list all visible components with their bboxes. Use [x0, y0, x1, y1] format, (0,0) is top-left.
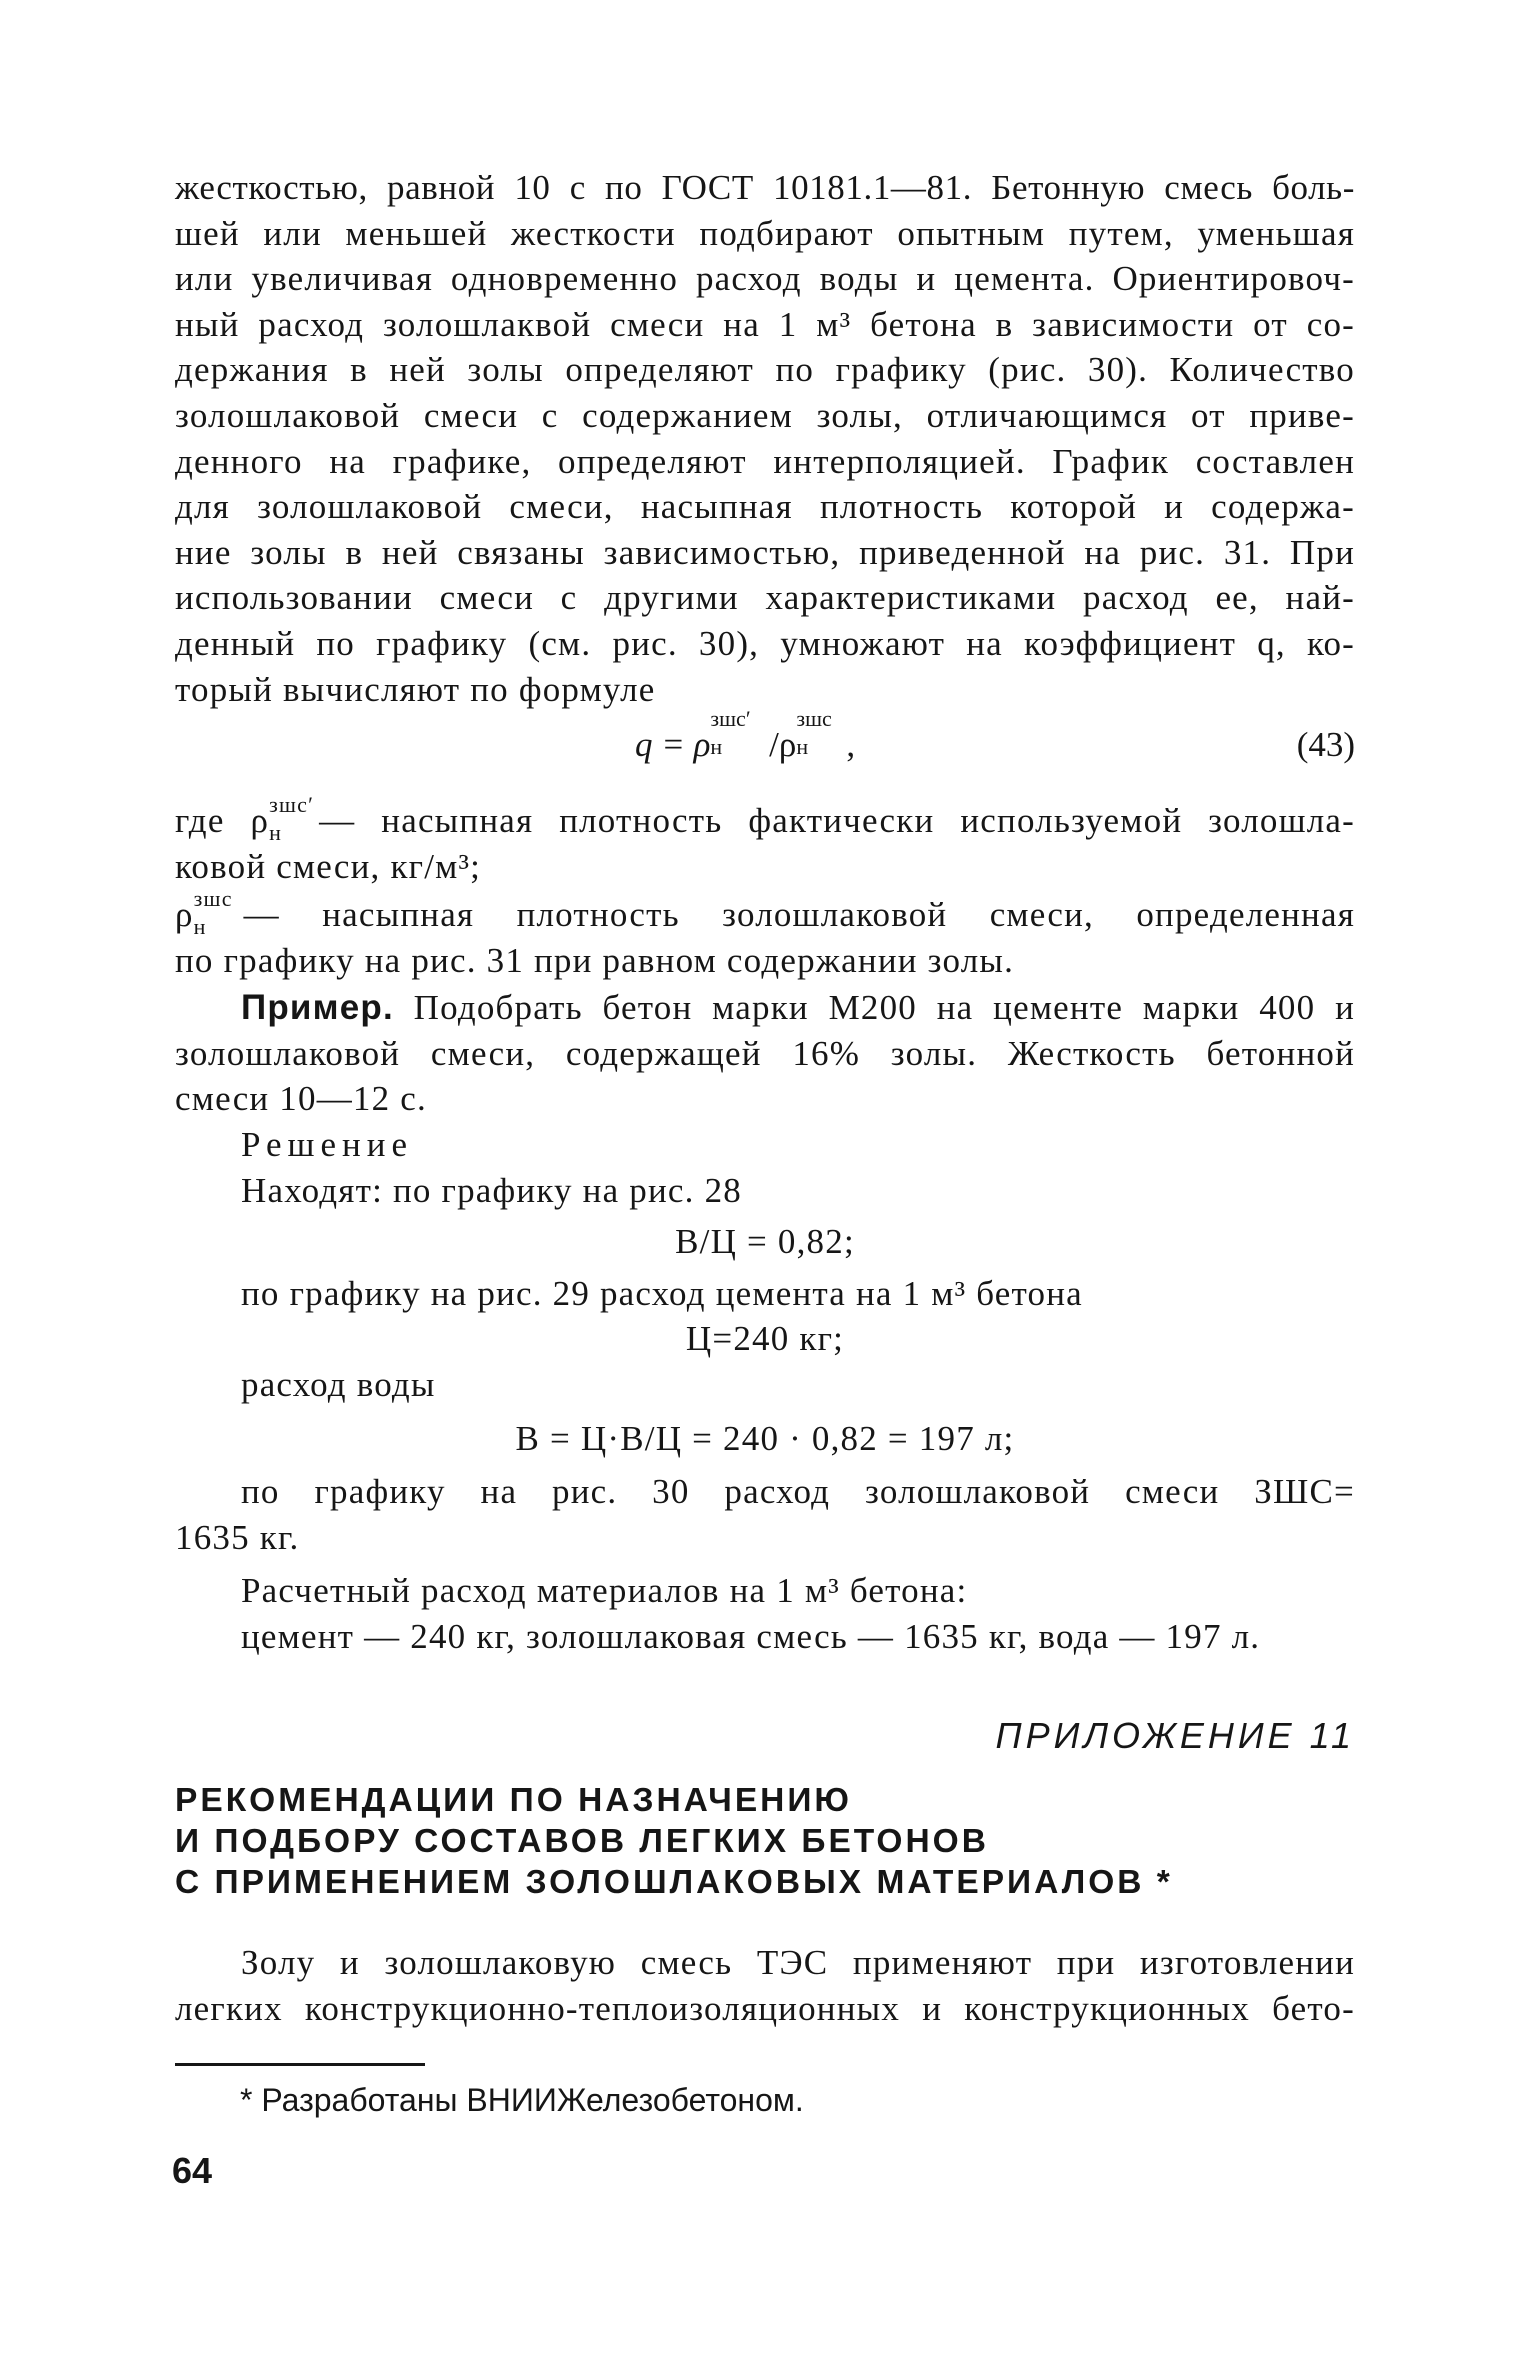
- text-line: Пример. Подобрать бетон марки М200 на цементе марки 400 и: [241, 988, 1356, 1027]
- text-line: Находят: по графику на рис. 28: [241, 1170, 742, 1210]
- text-line: или увеличивая одновременно расход воды и цемента. Ориентировоч-: [175, 259, 1355, 299]
- solution-section: [175, 1122, 1355, 1660]
- text-line: цемент — 240 кг, золошлаковая смесь — 1635 кг, вода — 197 л.: [241, 1616, 1261, 1656]
- text-line: денного на графике, определяют интерполяцией. График составлен: [175, 441, 1355, 481]
- text-line: легких конструкционно-теплоизоляционных и конструкционных бето-: [175, 1988, 1355, 2028]
- equation-wc: В/Ц = 0,82;: [675, 1222, 855, 1262]
- text-line: расход воды: [241, 1364, 436, 1404]
- text-line: ковой смеси, кг/м³;: [175, 846, 482, 886]
- text-line: по графику на рис. 29 расход цемента на 1 м³ бетона: [241, 1273, 1083, 1313]
- definition-rho-actual: [175, 792, 1356, 889]
- heading-line: С ПРИМЕНЕНИЕМ ЗОЛОШЛАКОВЫХ МАТЕРИАЛОВ *: [175, 1864, 1173, 1901]
- text-line: Золу и золошлаковую смесь ТЭС применяют при изготовлении: [241, 1943, 1355, 1982]
- intro-paragraph: [175, 1940, 1355, 2031]
- heading-line: И ПОДБОРУ СОСТАВОВ ЛЕГКИХ БЕТОНОВ: [175, 1823, 989, 1860]
- paragraph-intro: [175, 165, 1355, 712]
- text-line: торый вычисляют по формуле: [175, 669, 656, 709]
- text-line: золошлаковой смеси с содержанием золы, отличающимся от приве-: [175, 395, 1355, 435]
- text-line: где ρ зшс′ н — насыпная плотность фактически используемой золошла-: [175, 792, 1356, 845]
- footnote: * Разработаны ВНИИЖелезобетоном.: [240, 2082, 804, 2118]
- text-line: держания в ней золы определяют по графику (рис. 30). Количество: [175, 350, 1355, 390]
- text-line: денный по графику (см. рис. 30), умножают на коэффициент q, ко-: [175, 623, 1355, 663]
- text-line: ный расход золошлаквой смеси на 1 м³ бетона в зависимости от со-: [175, 304, 1355, 344]
- text-line: по графику на рис. 31 при равном содержании золы.: [175, 940, 1015, 980]
- example-paragraph: [175, 985, 1355, 1122]
- text-line: смеси 10—12 с.: [175, 1079, 427, 1119]
- text-line: по графику на рис. 30 расход золошлаковой смеси ЗШС=: [241, 1472, 1355, 1512]
- equation-cement: Ц=240 кг;: [685, 1319, 845, 1359]
- equation-number: (43): [1296, 725, 1355, 764]
- heading-line: РЕКОМЕНДАЦИИ ПО НАЗНАЧЕНИЮ: [175, 1782, 852, 1819]
- example-label: Пример.: [241, 988, 394, 1027]
- solution-title: Решение: [241, 1125, 414, 1164]
- page-number: 64: [172, 2150, 213, 2191]
- footnote-divider: [175, 2063, 425, 2066]
- text-line: для золошлаковой смеси, насыпная плотность которой и содержа-: [175, 487, 1355, 527]
- text-line: золошлаковой смеси, содержащей 16% золы. Жесткость бетонной: [175, 1033, 1355, 1073]
- definition-rho-graph: [175, 886, 1355, 983]
- appendix-label: ПРИЛОЖЕНИЕ 11: [995, 1715, 1355, 1756]
- text-line: 1635 кг.: [175, 1517, 300, 1557]
- section-heading: [175, 1780, 1355, 1903]
- text-line: Расчетный расход материалов на 1 м³ бетона:: [241, 1571, 968, 1611]
- text-line: шей или меньшей жесткости подбирают опытным путем, уменьшая: [175, 213, 1355, 253]
- text-line: ние золы в ней связаны зависимостью, приведенной на рис. 31. При: [175, 532, 1355, 572]
- text-line: использовании смеси с другими характеристиками расход ее, най-: [175, 578, 1355, 618]
- text-line: жесткостью, равной 10 с по ГОСТ 10181.1—81. Бетонную смесь боль-: [175, 168, 1355, 207]
- formula-43: [175, 706, 1355, 775]
- equation-water: В = Ц·В/Ц = 240 · 0,82 = 197 л;: [515, 1418, 1015, 1458]
- formula-body: q = ρ зшс′ н /ρ зшс н ,: [635, 706, 856, 764]
- text-line: ρ зшс н — насыпная плотность золошлаковой смеси, определенная: [175, 886, 1355, 939]
